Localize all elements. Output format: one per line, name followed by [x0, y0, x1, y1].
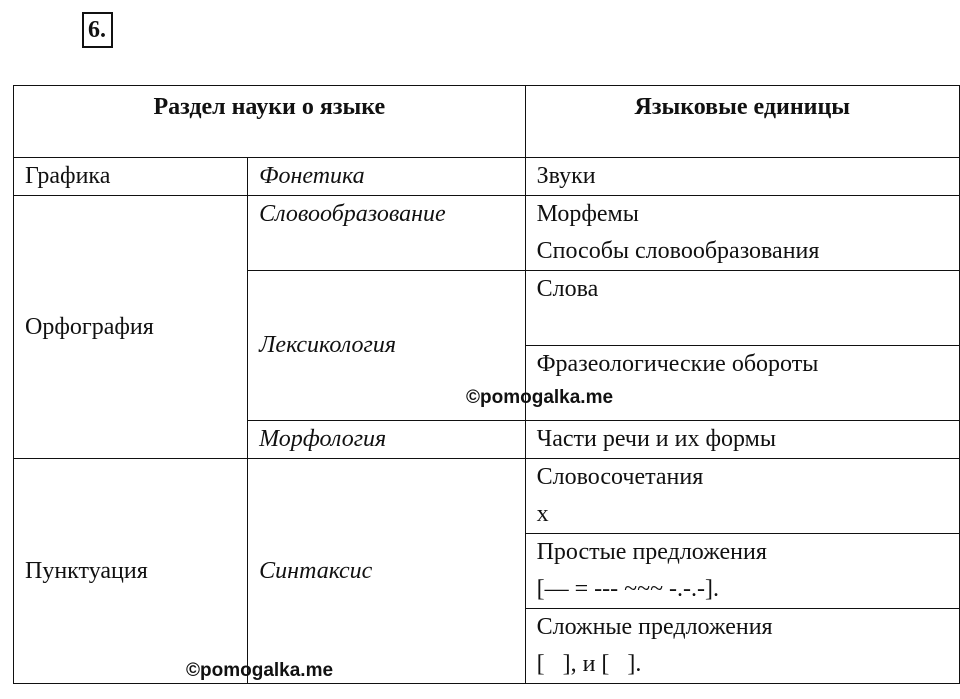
cell-frazeologizmy: Фразеологические обороты [525, 346, 959, 421]
watermark: ©pomogalka.me [186, 660, 334, 681]
language-science-table [13, 85, 960, 684]
cell-fonetika: Фонетика [248, 158, 525, 196]
cell-prostye [525, 534, 959, 609]
cell-leksikologiya: Лексикология [248, 271, 525, 421]
cell-punktuatsiya: Пунктуация [14, 459, 248, 684]
table-row [14, 196, 960, 271]
text-slovosochetaniya: Словосочетания [536, 464, 704, 490]
table-row [14, 158, 960, 196]
cell-morfologiya: Морфология [248, 421, 525, 459]
header-units: Языковые единицы [525, 86, 959, 158]
cell-slozhnye [525, 609, 959, 684]
text-prostye-scheme: [— = --- ~~~ -.-.-]. [536, 576, 720, 602]
exercise-number: 6. [82, 12, 113, 48]
watermark: ©pomogalka.me [466, 387, 614, 408]
cell-zvuki: Звуки [525, 158, 959, 196]
cell-morphemes [525, 196, 959, 271]
text-sposoby: Способы словообразования [536, 238, 820, 264]
cell-orfografiya: Орфография [14, 196, 248, 459]
text-morfemy: Морфемы [536, 201, 639, 227]
text-slozhnye-scheme: [ ], и [ ]. [536, 651, 642, 677]
cell-slovosochetaniya [525, 459, 959, 534]
cell-sintaksis: Синтаксис [248, 459, 525, 684]
header-section: Раздел науки о языке [14, 86, 526, 158]
text-prostye: Простые предложения [536, 539, 767, 565]
cell-grafika: Графика [14, 158, 248, 196]
cell-slovoobrazovanie: Словообразование [248, 196, 525, 271]
cell-chasti-rechi: Части речи и их формы [525, 421, 959, 459]
cell-slova: Слова [525, 271, 959, 346]
text-slovosochetaniya-scheme: x [536, 501, 549, 527]
table-row [14, 459, 960, 534]
table-header-row [14, 86, 960, 158]
text-slozhnye: Сложные предложения [536, 614, 773, 640]
